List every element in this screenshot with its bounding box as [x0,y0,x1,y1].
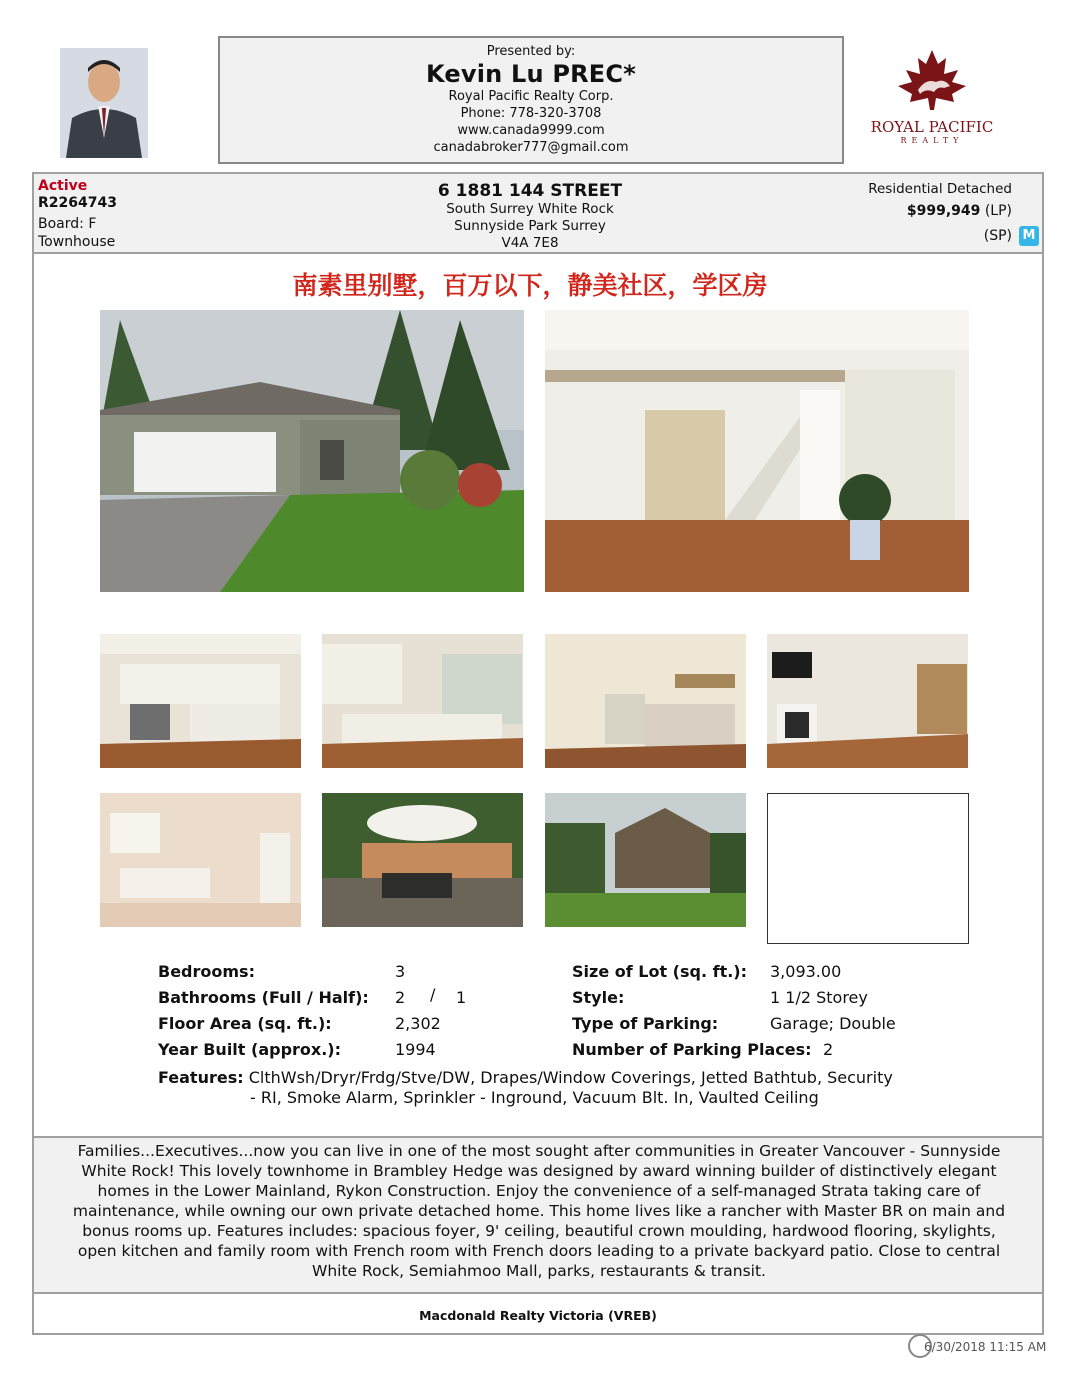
kitchen-photo-2[interactable] [322,634,523,768]
patio-photo[interactable] [322,793,523,927]
agent-website[interactable]: www.canada9999.com [457,123,605,138]
year-built-label: Year Built (approx.): [158,1040,342,1059]
lot-size-label: Size of Lot (sq. ft.): [572,962,748,981]
lot-size-value: 3,093.00 [770,962,842,981]
parking-places-value: 2 [823,1040,834,1059]
mls-number: R2264743 [38,195,117,211]
bathrooms-half: 1 [456,988,467,1007]
brokerage-name: Macdonald Realty Victoria (VREB) [419,1308,657,1323]
year-built-value: 1994 [395,1040,436,1059]
description-line: White Rock! This lovely townhome in Brambley Hedge was designed by award winning builder of distinctively elegant [81,1162,997,1180]
board-code: Board: F [38,216,97,232]
logo-subtitle: REALTY [900,136,964,145]
bathroom-photo[interactable] [100,793,301,927]
foyer-stairs-photo[interactable] [545,310,969,592]
description-line: maintenance, while owning our own private detached home. This home lives like a rancher with Master BR on main and [72,1202,1006,1220]
description-line: open kitchen and family room with French room with French doors leading to a private backyard patio. Close to central [77,1242,1001,1260]
bathrooms-separator: / [430,985,436,1004]
bedrooms-label: Bedrooms: [158,962,255,981]
parking-places-label: Number of Parking Places: [572,1040,812,1059]
agent-company: Royal Pacific Realty Corp. [448,89,614,104]
postal-code: V4A 7E8 [501,235,559,251]
bathrooms-label: Bathrooms (Full / Half): [158,988,369,1007]
empty-photo-slot [767,793,969,944]
kitchen-photo-1[interactable] [100,634,301,768]
list-price-suffix: (LP) [980,203,1012,219]
mls-badge-icon[interactable]: M [1019,226,1039,246]
bathrooms-full: 2 [395,988,406,1007]
parking-type-label: Type of Parking: [572,1014,719,1033]
bedroom-photo[interactable] [545,634,746,768]
agent-phone[interactable]: Phone: 778-320-3708 [460,106,602,121]
listing-status: Active [38,178,88,194]
description-line: Families...Executives...now you can live in one of the most sought after communities in Greater Vancouver - Sunnyside [77,1142,1001,1160]
list-price-value: $999,949 [906,203,981,219]
description-line: White Rock, Semiahmoo Mall, parks, restaurants & transit. [312,1262,766,1280]
features-block [158,1068,938,1108]
presenter-box [218,36,844,164]
dwelling-type: Townhouse [38,234,116,250]
features-label: Features: [158,1068,244,1087]
presented-by-label: Presented by: [486,44,576,59]
agent-name: Kevin Lu PREC* [426,60,636,88]
floor-area-value: 2,302 [395,1014,441,1033]
floor-area-label: Floor Area (sq. ft.): [158,1014,332,1033]
description-text [44,1141,1034,1281]
address-block [370,181,690,252]
features-line-1: ClthWsh/Dryr/Frdg/Stve/DW, Drapes/Window Coverings, Jetted Bathtub, Security [248,1068,893,1087]
subarea-line: Sunnyside Park Surrey [454,218,606,234]
features-line-2: - RI, Smoke Alarm, Sprinkler - Inground, Vacuum Blt. In, Vaulted Ceiling [250,1088,819,1107]
sold-price-label: (SP) [983,228,1012,244]
description-line: bonus rooms up. Features includes: spacious foyer, 9' ceiling, beautiful crown moulding, hardwood flooring, skylights, [82,1222,996,1240]
list-price [832,203,1012,219]
parking-type-value: Garage; Double [770,1014,896,1033]
street-address: 6 1881 144 STREET [437,181,623,201]
backyard-photo[interactable] [545,793,746,927]
print-date: 6/30/2018 11:15 AM [924,1340,1047,1354]
agent-email[interactable]: canadabroker777@gmail.com [433,140,629,155]
living-room-photo[interactable] [767,634,968,768]
agent-photo [60,48,148,158]
house-exterior-photo[interactable] [100,310,524,592]
area-line: South Surrey White Rock [446,201,614,217]
style-value: 1 1/2 Storey [770,988,868,1007]
description-line: homes in the Lower Mainland, Rykon Construction. Enjoy the convenience of a self-managed Strata taking care of [97,1182,981,1200]
bedrooms-value: 3 [395,962,406,981]
style-label: Style: [572,988,625,1007]
listing-headline: 南素里别墅，百万以下，静美社区，学区房 [292,271,768,300]
royal-pacific-logo [870,48,994,148]
property-class: Residential Detached [868,181,1012,197]
maple-leaf-lion-icon [892,48,972,112]
logo-name: ROYAL PACIFIC [870,118,994,136]
